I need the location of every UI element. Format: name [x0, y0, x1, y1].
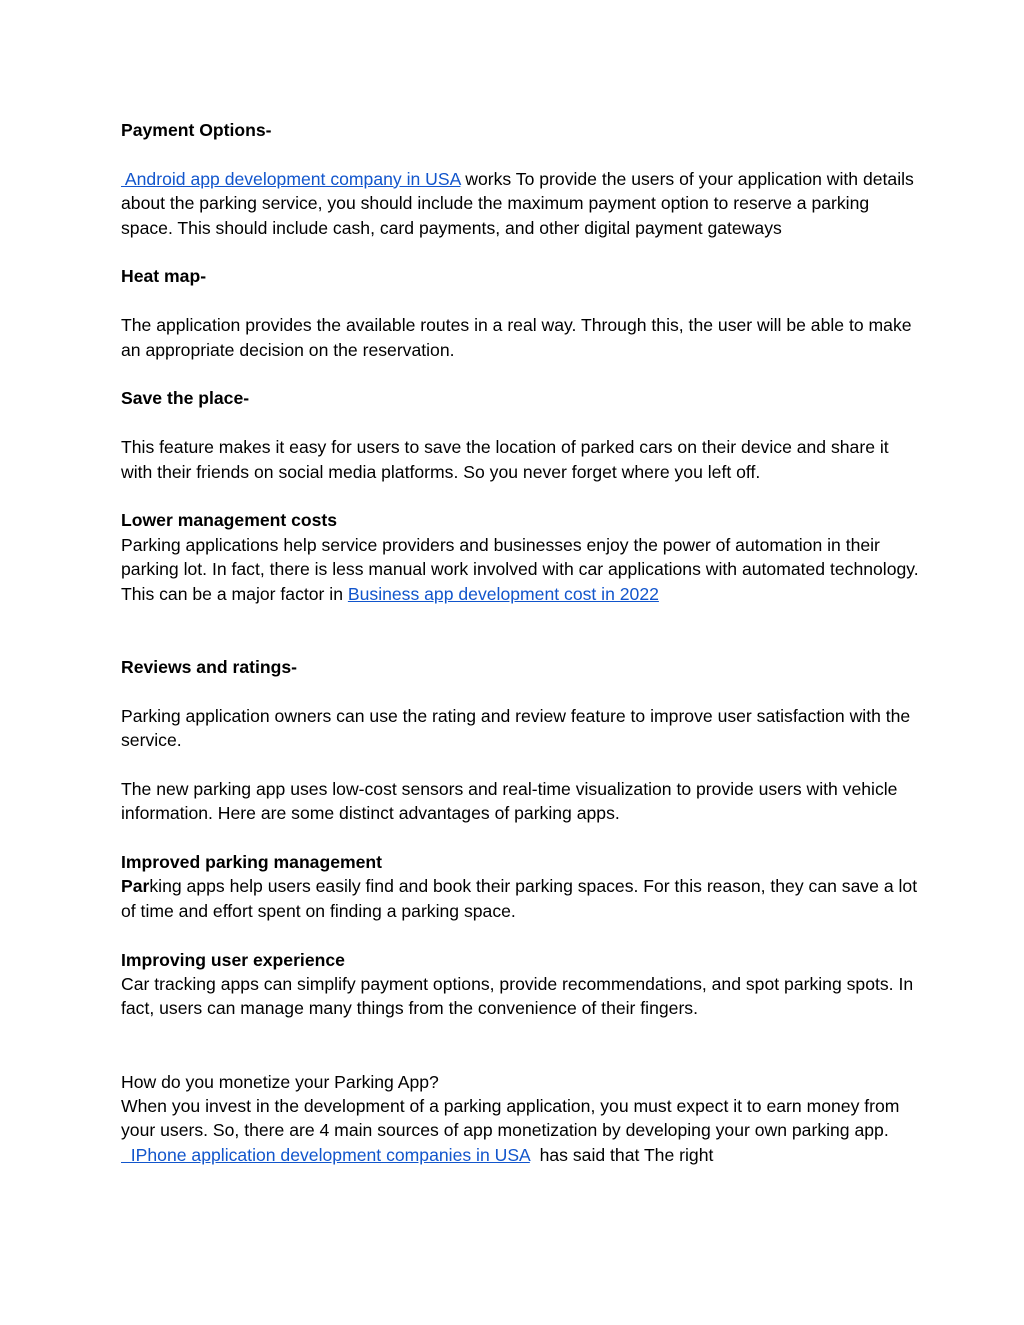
- android-app-development-link[interactable]: Android app development company in USA: [121, 168, 461, 189]
- monetize-text: When you invest in the development of a parking application, you must expect it to earn money from your users. So, there are 4 main sources of app monetization by developing your own parking app.: [121, 1096, 900, 1141]
- lower-management-costs-heading: Lower management costs: [121, 510, 338, 531]
- document-page: [121, 118, 921, 1167]
- spacer: [121, 289, 921, 313]
- payment-options-heading: Payment Options-: [121, 120, 272, 140]
- lower-management-costs-paragraph: [121, 533, 921, 606]
- monetize-heading: How do you monetize your Parking App?: [121, 1071, 439, 1092]
- spacer: [121, 752, 921, 776]
- improved-parking-management-text: king apps help users easily find and book their parking spaces. For this reason, they can save a lot of time and effort spent on finding a parking space.: [121, 876, 918, 921]
- spacer: [121, 411, 921, 435]
- spacer: [121, 240, 921, 264]
- payment-options-paragraph: [121, 167, 921, 240]
- monetize-tail-text: has said that The right: [529, 1144, 714, 1165]
- save-the-place-heading: Save the place-: [121, 388, 250, 409]
- new-parking-app-paragraph: The new parking app uses low-cost sensors and real-time visualization to provide users with vehicle information. Here are some distinct advantages of parking apps.: [121, 778, 898, 824]
- save-the-place-paragraph: This feature makes it easy for users to save the location of parked cars on their device and share it with their friends on social media platforms. So you never forget where you left off.: [121, 437, 889, 482]
- spacer: [121, 362, 921, 386]
- spacer: [121, 923, 921, 947]
- spacer: [121, 484, 921, 508]
- improving-user-experience-paragraph: Car tracking apps can simplify payment options, provide recommendations, and spot parking spots. In fact, users can manage many things from the convenience of their fingers.: [121, 974, 914, 1019]
- improved-parking-management-paragraph: [121, 874, 921, 923]
- improving-user-experience-heading: Improving user experience: [121, 949, 345, 970]
- heat-map-paragraph: The application provides the available routes in a real way. Through this, the user will be able to make an appropriate decision on the reservation.: [121, 315, 912, 360]
- iphone-app-development-link[interactable]: IPhone application development companies in USA: [121, 1144, 530, 1165]
- spacer: [121, 142, 921, 166]
- monetize-paragraph: [121, 1094, 921, 1167]
- reviews-and-ratings-paragraph: Parking application owners can use the rating and review feature to improve user satisfaction with the service.: [121, 705, 911, 751]
- lower-management-costs-text: Parking applications help service providers and businesses enjoy the power of automation in their parking lot. In fact, there is less manual work involved with car applications with automated technology. This can be a major factor in: [121, 534, 919, 604]
- spacer: [121, 1021, 921, 1070]
- payment-options-text: works To provide the users of your application with details about the parking service, you should include the maximum payment option to reserve a parking space. This should include cash, card payments, and other digital payment gateways: [121, 168, 914, 238]
- improved-bold-prefix: Par: [121, 876, 150, 897]
- business-app-cost-link[interactable]: Business app development cost in 2022: [347, 583, 659, 604]
- spacer: [121, 679, 921, 703]
- reviews-and-ratings-heading: Reviews and ratings-: [121, 656, 297, 677]
- heat-map-heading: Heat map-: [121, 266, 207, 287]
- improved-parking-management-heading: Improved parking management: [121, 852, 383, 873]
- spacer: [121, 826, 921, 850]
- spacer: [121, 606, 921, 655]
